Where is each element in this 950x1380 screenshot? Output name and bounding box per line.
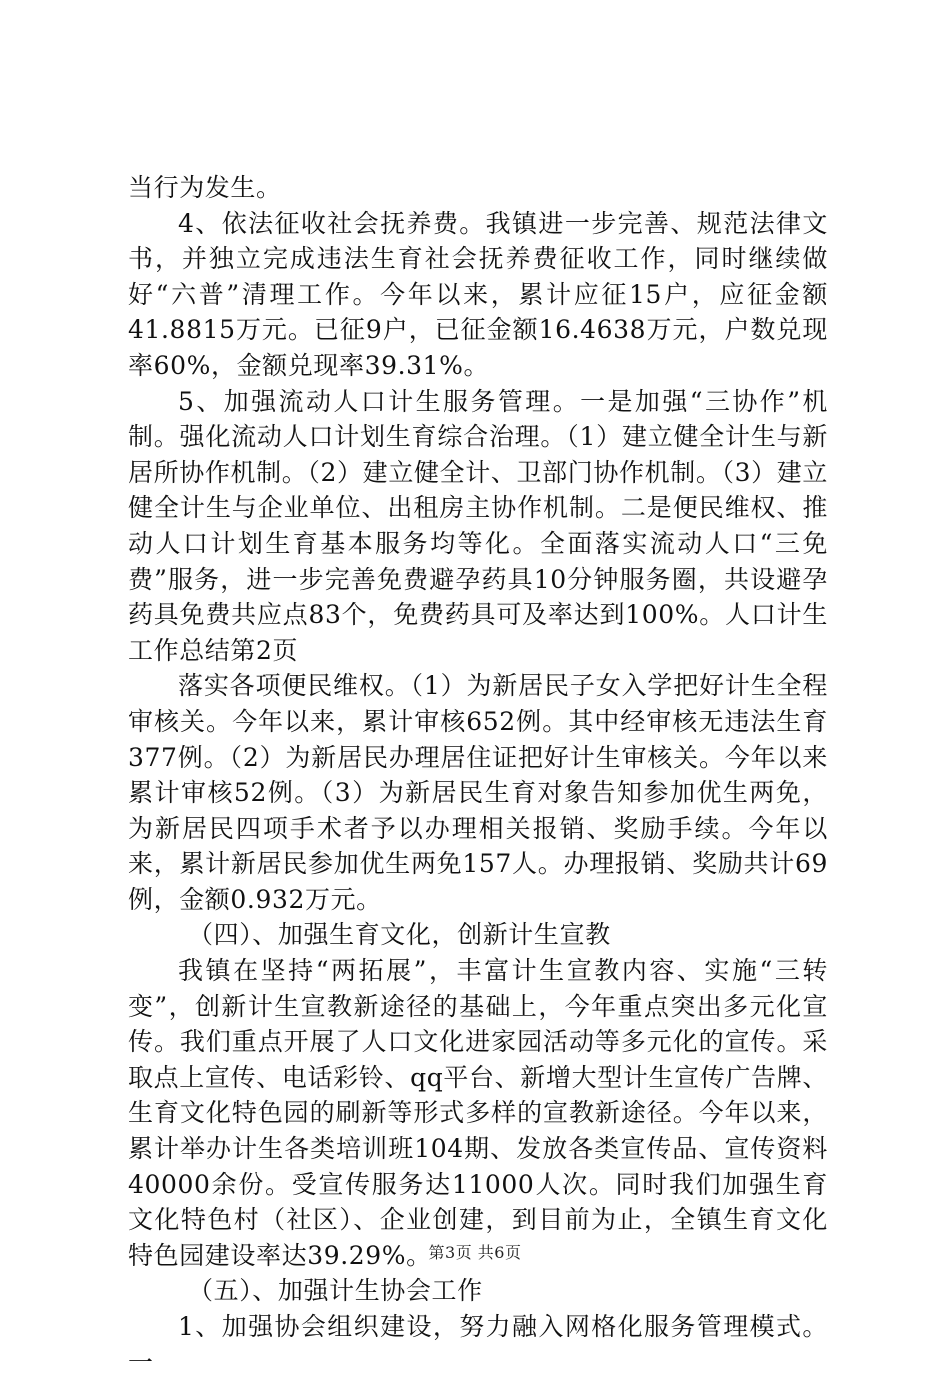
paragraph: 4、依法征收社会抚养费。我镇进一步完善、规范法律文书，并独立完成违法生育社会抚养费征收工作，同时继续做好“六普”清理工作。今年以来，累计应征15户，应征金额41.8815万元。已征9户，已征金额16.4638万元，户数兑现率60%，金额兑现率39.31%。 [128, 208, 828, 380]
paragraph: 落实各项便民维权。（1）为新居民子女入学把好计生全程审核关。今年以来，累计审核652例。其中经审核无违法生育377例。（2）为新居民办理居住证把好计生审核关。今年以来累计审核52例。（3）为新居民生育对象告知参加优生两免，为新居民四项手术者予以办理相关报销、奖励手续。今年以来，累计新居民参加优生两免157人。办理报销、奖励共计69例，金额0.932万元。 [128, 671, 828, 914]
paragraph: 1、加强协会组织建设，努力融入网格化服务管理模式。一 [128, 1312, 828, 1377]
paragraph: 当行为发生。 [128, 173, 282, 202]
document-body [128, 170, 828, 1380]
paragraph: 5、加强流动人口计生服务管理。一是加强“三协作”机制。强化流动人口计划生育综合治理。（1）建立健全计生与新居所协作机制。（2）建立健全计、卫部门协作机制。（3）建立健全计生与企业单位、出租房主协作机制。二是便民维权、推动人口计划生育基本服务均等化。全面落实流动人口“三免费”服务，进一步完善免费避孕药具10分钟服务圈，共设避孕药具免费共应点83个，免费药具可及率达到100%。人口计生工作总结第2页 [128, 386, 828, 665]
section-heading: （四）、加强生育文化，创新计生宣教 [188, 920, 611, 950]
page-footer: 第3页 共6页 [428, 1243, 522, 1262]
section-heading: （五）、加强计生协会工作 [188, 1276, 483, 1306]
paragraph: 我镇在坚持“两拓展”，丰富计生宣教内容、实施“三转变”，创新计生宣教新途径的基础上，今年重点突出多元化宣传。我们重点开展了人口文化进家园活动等多元化的宣传。采取点上宣传、电话彩铃、qq平台、新增大型计生宣传广告牌、生育文化特色园的刷新等形式多样的宣教新途径。今年以来，累计举办计生各类培训班104期、发放各类宣传品、宣传资料40000余份。受宣传服务达11000人次。同时我们加强生育文化特色村（社区）、企业创建，到目前为止，全镇生育文化特色园建设率达39.29%。 [128, 956, 828, 1270]
